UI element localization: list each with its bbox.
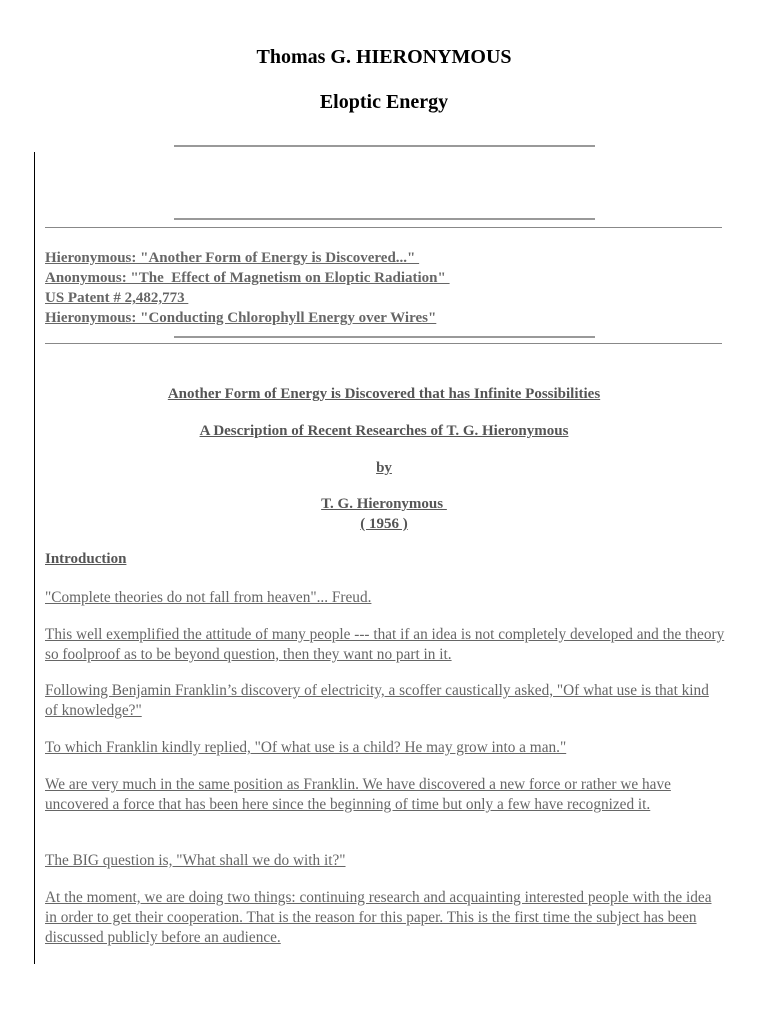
paragraph-two-things[interactable]: At the moment, we are doing two things: continuing research and acquainting interested people with the idea in order to get their cooperation. That is the reason for this paper. This is the first time the subject has been discussed publicly before an audience. (45, 889, 712, 946)
left-margin-line (34, 152, 35, 964)
link-another-form-of-energy[interactable]: Hieronymous: "Another Form of Energy is Discovered..." (45, 250, 420, 266)
article-year[interactable]: ( 1956 ) (360, 516, 408, 532)
divider-upper (174, 218, 595, 220)
paragraph-freud-quote[interactable]: "Complete theories do not fall from heaven"... Freud. (45, 589, 372, 606)
link-us-patent[interactable]: US Patent # 2,482,773 (45, 290, 189, 306)
divider-top (174, 145, 595, 147)
link-magnetism-eloptic[interactable]: Anonymous: "The Effect of Magnetism on Eloptic Radiation" (45, 270, 450, 286)
paragraph-same-position[interactable]: We are very much in the same position as Franklin. We have discovered a new force or rather we have uncovered a force that has been here since the beginning of time but only a few have recognized it. (45, 776, 671, 813)
paragraph-big-question[interactable]: The BIG question is, "What shall we do with it?" (45, 852, 346, 869)
paragraph-franklin-scoffer[interactable]: Following Benjamin Franklin’s discovery of electricity, a scoffer caustically asked, "Of what use is that kind of knowledge?" (45, 682, 709, 719)
article-author[interactable]: T. G. Hieronymous (321, 496, 447, 512)
page-author: Thomas G. HIERONYMOUS (256, 46, 512, 68)
article-title[interactable]: Another Form of Energy is Discovered that has Infinite Possibilities (167, 386, 601, 402)
paragraph-attitude[interactable]: This well exemplified the attitude of many people --- that if an idea is not completely developed and the theory so foolproof as to be beyond question, then they want no part in it. (45, 626, 725, 663)
article-subtitle[interactable]: A Description of Recent Researches of T. G. Hieronymous (199, 423, 569, 439)
horizontal-rule-1 (45, 227, 722, 228)
paragraph-franklin-reply[interactable]: To which Franklin kindly replied, "Of what use is a child? He may grow into a man." (45, 739, 567, 756)
link-chlorophyll-energy[interactable]: Hieronymous: "Conducting Chlorophyll Energy over Wires" (45, 310, 437, 326)
section-heading-introduction[interactable]: Introduction (45, 551, 127, 567)
article-by[interactable]: by (376, 460, 392, 476)
page-title: Eloptic Energy (319, 91, 449, 113)
divider-lower (174, 336, 595, 338)
horizontal-rule-2 (45, 343, 722, 344)
